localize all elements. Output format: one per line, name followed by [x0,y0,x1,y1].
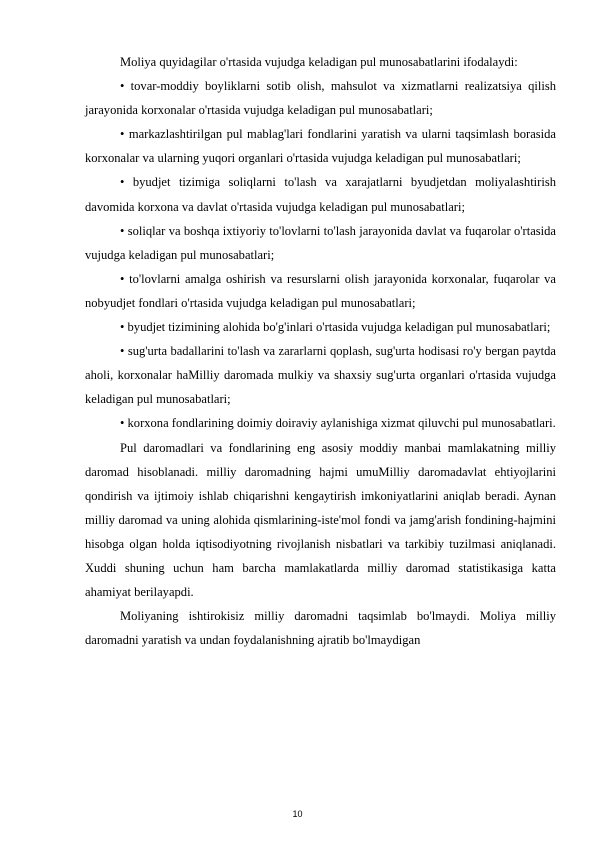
bullet-item-payments-resources: • to'lovlarni amalga oshirish va resurslarni olish jarayonida korxonalar, fuqarolar va nobyudjet fondlari o'rtasida vujudga keladigan pul munosabatlari; [85,271,556,310]
page-number: 10 [292,809,303,819]
bullet-item-goods-purchase: • tovar-moddiy boyliklarni sotib olish, mahsulot va xizmatlarni realizatsiya qilish jarayonida korxonalar o'rtasida vujudga keladigan pul munosabatlari; [85,79,556,118]
paragraph-intro: Moliya quyidagilar o'rtasida vujudga keladigan pul munosabatlarini ifodalaydi: [120,55,518,69]
paragraph-national-income: Pul daromadlari va fondlarining eng asosiy moddiy manbai mamlakatning milliy daromad hisoblanadi. milliy daromadning hajmi umuMilliy daromadavlat ehtiyojlarini qondirish va ijtimoiy ishlab chiqarishni kengaytirish imkoniyatlarini aniqlab beradi. Aynan milliy daromad va uning alohida qismlarining-iste'mol fondi va jamg'arish fondining-hajmini hisobga olgan holda iqtisodiyotning rivojlanish nisbatlari va tarkibiy tuzilmasi aniqlanadi. Xuddi shuning uchun ham barcha mamlakatlarda milliy daromad statistikasiga katta ahamiyat berilayapdi. [85,440,556,600]
bullet-item-insurance: • sug'urta badallarini to'lash va zararlarni qoplash, sug'urta hodisasi ro'y bergan paytda aholi, korxonalar haMilliy daromada mulkiy va shaxsiy sug'urta organlari o'rtasida vujudga keladigan pul munosabatlari; [85,344,556,407]
bullet-item-taxes-citizens: • soliqlar va boshqa ixtiyoriy to'lovlarni to'lash jarayonida davlat va fuqarolar o'rtasida vujudga keladigan pul munosabatlari; [85,223,556,262]
bullet-item-budget-links: • byudjet tizimining alohida bo'g'inlari o'rtasida vujudga keladigan pul munosabatlari; [120,320,551,335]
bullet-item-enterprise-funds: • korxona fondlarining doimiy doiraviy aylanishiga xizmat qiluvchi pul munosabatlari. [120,416,556,431]
document-body [85,50,556,652]
paragraph-finance-distribution: Moliyaning ishtirokisiz milliy daromadni taqsimlab bo'lmaydi. Moliya milliy daromadni yaratish va undan foydalanishning ajratib bo'lmaydigan [85,609,556,648]
bullet-item-budget-system: • byudjet tizimiga soliqlarni to'lash va xarajatlarni byudjetdan moliyalashtirish davomida korxona va davlat o'rtasida vujudga keladigan pul munosabatlari; [85,175,556,214]
bullet-item-centralized-funds: • markazlashtirilgan pul mablag'lari fondlarini yaratish va ularni taqsimlash borasida korxonalar va ularning yuqori organlari o'rtasida vujudga keladigan pul munosabatlari; [85,127,556,166]
